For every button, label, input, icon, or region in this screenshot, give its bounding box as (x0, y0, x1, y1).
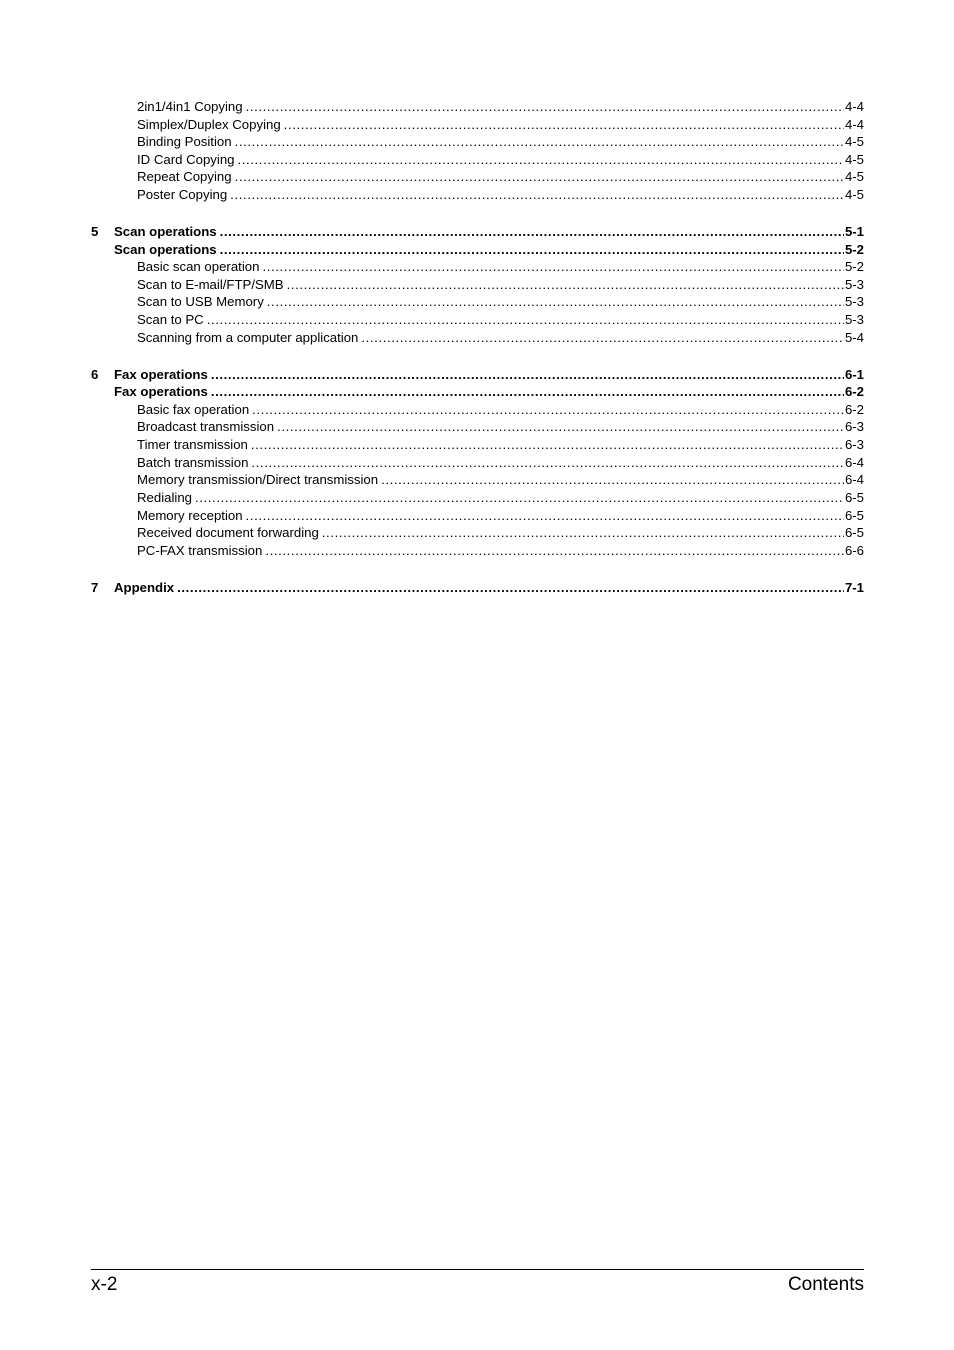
toc-entry[interactable] (0, 133, 954, 151)
toc-entry[interactable] (0, 151, 954, 169)
footer-section-title: Contents (787, 1274, 864, 1295)
dot-leader (211, 366, 844, 384)
toc-page: 6-4 (844, 472, 864, 487)
toc-entry[interactable] (0, 524, 954, 542)
dot-leader (177, 579, 844, 597)
toc-entry[interactable] (0, 542, 954, 560)
dot-leader (220, 223, 844, 241)
toc-page: 5-1 (844, 224, 864, 239)
toc-page: 6-4 (844, 455, 864, 470)
toc-page: 5-2 (844, 242, 864, 257)
toc-page: 7-1 (844, 580, 864, 595)
toc-page: 4-4 (844, 117, 864, 132)
dot-leader (220, 241, 844, 259)
toc-page: 5-4 (844, 330, 864, 345)
toc-entry[interactable] (0, 507, 954, 525)
toc-section[interactable] (0, 383, 954, 401)
dot-leader (262, 258, 844, 276)
dot-leader (265, 542, 844, 560)
dot-leader (277, 418, 844, 436)
chapter-number: 5 (91, 224, 99, 239)
dot-leader (322, 524, 844, 542)
toc-title: Broadcast transmission (137, 419, 275, 434)
chapter-number: 6 (91, 367, 99, 382)
toc-entry[interactable] (0, 168, 954, 186)
toc-page: 6-2 (844, 384, 864, 399)
toc-entry[interactable] (0, 293, 954, 311)
toc-title: Appendix (114, 580, 175, 595)
dot-leader (230, 186, 844, 204)
dot-leader (284, 116, 844, 134)
toc-title: Fax operations (114, 367, 208, 382)
toc-page: 6-5 (844, 508, 864, 523)
dot-leader (287, 276, 844, 294)
toc-page: 5-3 (844, 277, 864, 292)
toc-title: Scanning from a computer application (137, 330, 359, 345)
toc-entry[interactable] (0, 329, 954, 347)
dot-leader (246, 98, 844, 116)
toc-entry[interactable] (0, 471, 954, 489)
toc-page: 5-2 (844, 259, 864, 274)
toc-title: Received document forwarding (137, 525, 319, 540)
dot-leader (361, 329, 844, 347)
toc-title: Basic scan operation (137, 259, 260, 274)
footer-divider (91, 1269, 864, 1270)
toc-title: Memory transmission/Direct transmission (137, 472, 379, 487)
dot-leader (246, 507, 844, 525)
dot-leader (235, 168, 844, 186)
toc-title: Scan to USB Memory (137, 294, 264, 309)
dot-leader (207, 311, 844, 329)
toc-entry[interactable] (0, 98, 954, 116)
toc-title: Scan to PC (137, 312, 204, 327)
toc-title: Binding Position (137, 134, 232, 149)
toc-title: Batch transmission (137, 455, 249, 470)
toc-page: 6-6 (844, 543, 864, 558)
toc-page: 6-5 (844, 525, 864, 540)
toc-page: 5-3 (844, 312, 864, 327)
toc-page: 6-5 (844, 490, 864, 505)
toc-page: 4-4 (844, 99, 864, 114)
toc-title: Repeat Copying (137, 169, 232, 184)
footer-page-number: x-2 (91, 1274, 118, 1295)
toc-entry[interactable] (0, 436, 954, 454)
toc-chapter[interactable] (0, 223, 954, 241)
dot-leader (195, 489, 844, 507)
toc-page: 4-5 (844, 134, 864, 149)
toc-page: 6-3 (844, 437, 864, 452)
toc-entry[interactable] (0, 311, 954, 329)
toc-page: 4-5 (844, 169, 864, 184)
dot-leader (235, 133, 844, 151)
toc-title: Memory reception (137, 508, 243, 523)
toc-entry[interactable] (0, 418, 954, 436)
dot-leader (251, 454, 844, 472)
toc-entry[interactable] (0, 116, 954, 134)
dot-leader (267, 293, 844, 311)
chapter-number: 7 (91, 580, 99, 595)
dot-leader (251, 436, 844, 454)
dot-leader (381, 471, 844, 489)
toc-title: Poster Copying (137, 187, 228, 202)
toc-page: 6-2 (844, 402, 864, 417)
toc-title: Basic fax operation (137, 402, 250, 417)
toc-entry[interactable] (0, 454, 954, 472)
toc-title: Timer transmission (137, 437, 248, 452)
toc-page: 5-3 (844, 294, 864, 309)
toc-title: Scan operations (114, 224, 217, 239)
toc-entry[interactable] (0, 186, 954, 204)
toc-entry[interactable] (0, 276, 954, 294)
toc-title: Scan operations (114, 242, 217, 257)
toc-page: 4-5 (844, 187, 864, 202)
dot-leader (252, 401, 844, 419)
toc-title: ID Card Copying (137, 152, 235, 167)
toc-section[interactable] (0, 241, 954, 259)
toc-title: Fax operations (114, 384, 208, 399)
dot-leader (237, 151, 843, 169)
toc-title: Simplex/Duplex Copying (137, 117, 281, 132)
toc-title: 2in1/4in1 Copying (137, 99, 243, 114)
toc-chapter[interactable] (0, 366, 954, 384)
toc-entry[interactable] (0, 401, 954, 419)
toc-page: 6-3 (844, 419, 864, 434)
toc-page: 4-5 (844, 152, 864, 167)
toc-title: Redialing (137, 490, 192, 505)
toc-page: 6-1 (844, 367, 864, 382)
toc-title: PC-FAX transmission (137, 543, 263, 558)
toc-entry[interactable] (0, 489, 954, 507)
toc-chapter[interactable] (0, 579, 954, 597)
toc-entry[interactable] (0, 258, 954, 276)
toc-title: Scan to E-mail/FTP/SMB (137, 277, 284, 292)
dot-leader (211, 383, 844, 401)
